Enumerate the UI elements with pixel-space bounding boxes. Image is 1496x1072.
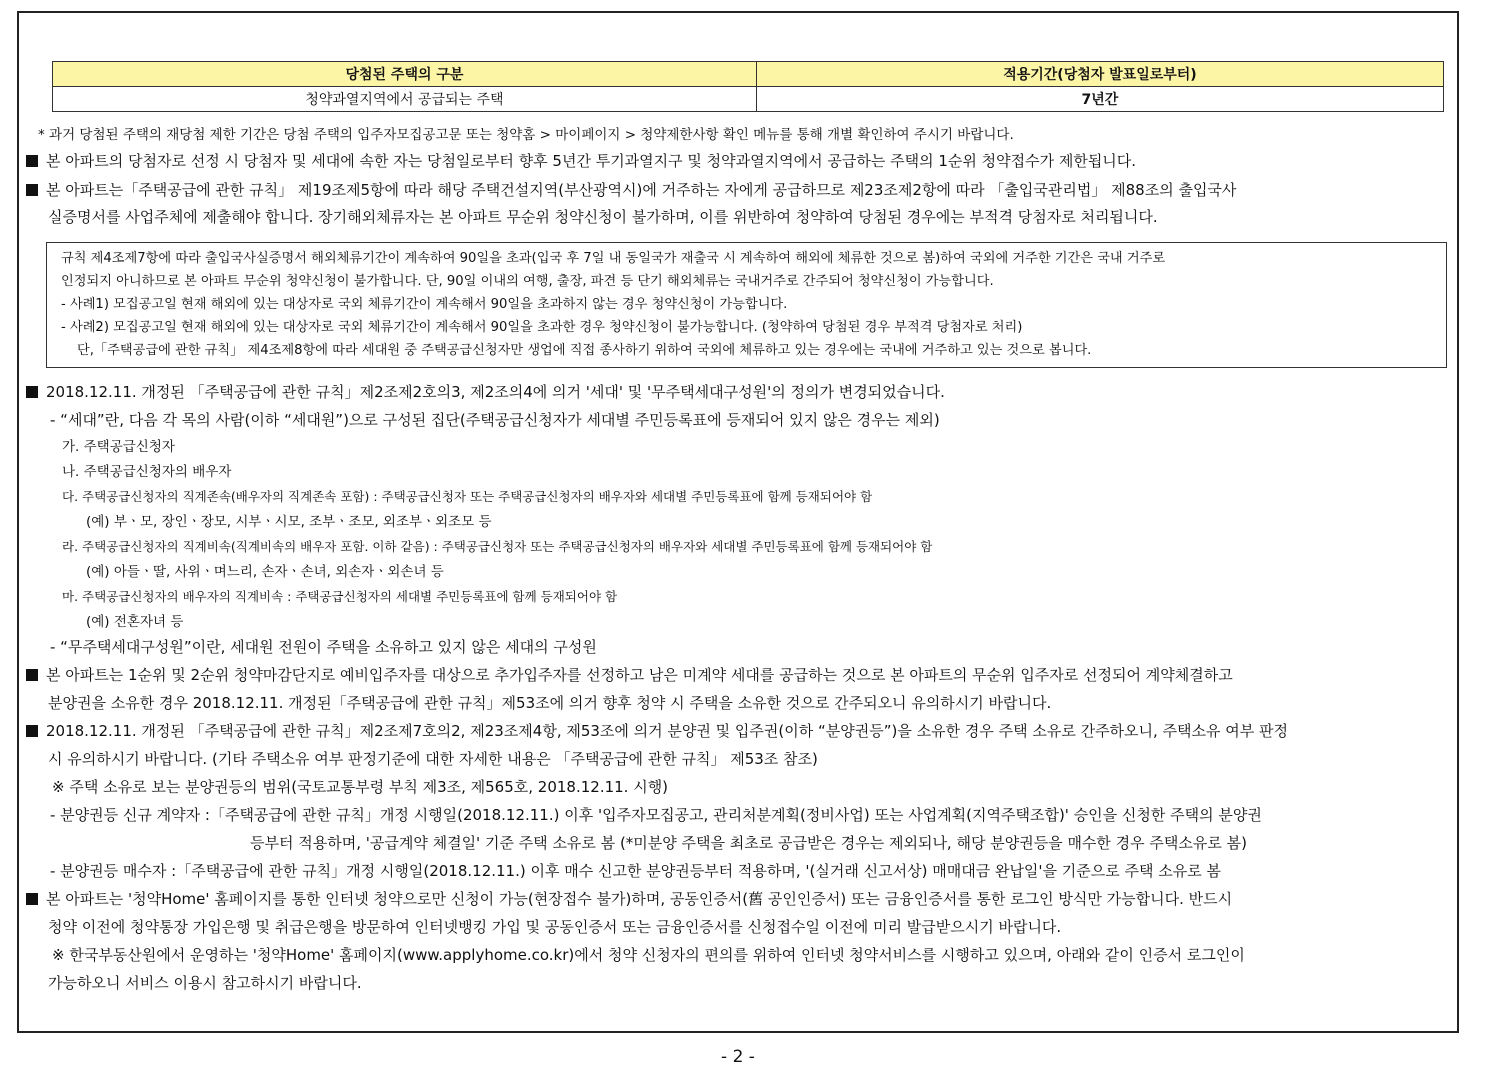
rights-paragraph (26, 665, 1233, 685)
online-paragraph (26, 889, 1232, 909)
note-line: * 과거 당첨된 주택의 재당첨 제한 기간은 당첨 주택의 입주자모집공고문 또는 청약홈 > 마이페이지 > 청약제한사항 확인 메뉴를 통해 개별 확인하여 주시기 바랍니다. (38, 127, 1014, 143)
rights-text: 본 아파트는 1순위 및 2순위 청약마감단지로 예비입주자를 대상으로 추가입주자를 선정하고 남은 미계약 세대를 공급하는 것으로 본 아파트의 무순위 입주자로 선정되어 계약체결하고 (46, 666, 1233, 684)
household-example: (예) 아들ㆍ딸, 사위ㆍ며느리, 손자ㆍ손녀, 외손자ㆍ외손녀 등 (86, 564, 444, 580)
rewin-restriction-table (52, 61, 1444, 112)
box-line: - 사례2) 모집공고일 현재 해외에 있는 대상자로 국외 체류기간이 계속해서 90일을 초과한 경우 청약신청이 불가능합니다. (청약하여 당첨된 경우 부적격 당첨자로 처리) (61, 320, 1023, 335)
table-header-row (53, 62, 1444, 87)
rights-text: 2018.12.11. 개정된 「주택공급에 관한 규칙」제2조제7호의2, 제23조제4항, 제53조에 의거 분양권 및 입주권(이하 “분양권등”)을 소유한 경우 주택 소유로 간주하오니, 주택소유 여부 판정 (46, 722, 1289, 740)
household-example: (예) 전혼자녀 등 (86, 614, 184, 630)
household-item: 마. 주택공급신청자의 배우자의 직계비속 : 주택공급신청자의 세대별 주민등록표에 함께 등재되어야 함 (62, 589, 618, 604)
table-header-cell: 적용기간(당첨자 발표일로부터) (756, 62, 1443, 87)
box-line: 규칙 제4조제7항에 따라 출입국사실증명서 해외체류기간이 계속하여 90일을 초과(입국 후 7일 내 동일국가 재출국 시 계속하여 해외에 체류한 것으로 봄)하여 국외에 거주한 기간은 국내 거주로 (61, 251, 1166, 266)
overseas-stay-notice-box (46, 242, 1447, 368)
household-item: 나. 주택공급신청자의 배우자 (62, 464, 232, 480)
nohome-definition: - “무주택세대구성원”이란, 세대원 전원이 주택을 소유하고 있지 않은 세대의 구성원 (50, 638, 597, 656)
page-number: - 2 - (721, 1047, 755, 1067)
table-cell: 7년간 (756, 87, 1443, 112)
rights-line: ※ 주택 소유로 보는 분양권등의 범위(국토교통부령 부칙 제3조, 제565호, 2018.12.11. 시행) (52, 778, 669, 796)
table-row (53, 87, 1444, 112)
bullet-square-icon (26, 184, 38, 196)
box-line: 단,「주택공급에 관한 규칙」 제4조제8항에 따라 세대원 중 주택공급신청자만 생업에 직접 종사하기 위하여 국외에 체류하고 있는 경우에는 국내에 거주하고 있는 것으로 봅니다. (77, 343, 1092, 358)
bullet-square-icon (26, 725, 38, 737)
box-line: - 사례1) 모집공고일 현재 해외에 있는 대상자로 국외 체류기간이 계속해서 90일을 초과하지 않는 경우 청약신청이 가능합니다. (61, 297, 788, 312)
bullet-square-icon (26, 386, 38, 398)
rights-line: - 분양권등 매수자 :「주택공급에 관한 규칙」개정 시행일(2018.12.11.) 이후 매수 신고한 분양권등부터 적용하며, '(실거래 신고서상) 매매대금 완납일'을 기준으로 주택 소유로 봄 (50, 862, 1222, 880)
bullet-square-icon (26, 155, 38, 167)
bullet-square-icon (26, 893, 38, 905)
online-line: 가능하오니 서비스 이용시 참고하시기 바랍니다. (48, 974, 362, 992)
note-line (26, 151, 1136, 171)
household-definition: - “세대”란, 다음 각 목의 사람(이하 “세대원”)으로 구성된 집단(주택공급신청자가 세대별 주민등록표에 등재되어 있지 않은 경우는 제외) (50, 411, 940, 429)
household-title (26, 382, 945, 402)
note-text: 본 아파트는「주택공급에 관한 규칙」 제19조제5항에 따라 해당 주택건설지역(부산광역시)에 거주하는 자에게 공급하므로 제23조제2항에 따라 「출입국관리법」 제88조의 출입국사 (46, 181, 1237, 199)
note-line (26, 180, 1236, 200)
table-header-cell: 당첨된 주택의 구분 (53, 62, 757, 87)
household-item: 다. 주택공급신청자의 직계존속(배우자의 직계존속 포함) : 주택공급신청자 또는 주택공급신청자의 배우자와 세대별 주민등록표에 함께 등재되어야 함 (62, 489, 873, 504)
household-title-text: 2018.12.11. 개정된 「주택공급에 관한 규칙」제2조제2호의3, 제2조의4에 의거 '세대' 및 '무주택세대구성원'의 정의가 변경되었습니다. (46, 383, 945, 401)
rights-line: 분양권을 소유한 경우 2018.12.11. 개정된「주택공급에 관한 규칙」제53조에 의거 향후 청약 시 주택을 소유한 것으로 간주되오니 유의하시기 바랍니다. (48, 694, 1052, 712)
household-item: 가. 주택공급신청자 (62, 439, 175, 455)
online-line: ※ 한국부동산원에서 운영하는 '청약Home' 홈페이지(www.applyhome.co.kr)에서 청약 신청자의 편의를 위하여 인터넷 청약서비스를 시행하고 있으며, 아래와 같이 인증서 로그인이 (52, 946, 1245, 964)
note-text: 본 아파트의 당첨자로 선정 시 당첨자 및 세대에 속한 자는 당첨일로부터 향후 5년간 투기과열지구 및 청약과열지역에서 공급하는 주택의 1순위 청약접수가 제한됩니다. (46, 152, 1137, 170)
online-text: 본 아파트는 '청약Home' 홈페이지를 통한 인터넷 청약으로만 신청이 가능(현장접수 불가)하며, 공동인증서(舊 공인인증서) 또는 금융인증서를 통한 로그인 방식만 가능합니다. 반드시 (46, 890, 1233, 908)
household-example: (예) 부ㆍ모, 장인ㆍ장모, 시부ㆍ시모, 조부ㆍ조모, 외조부ㆍ외조모 등 (86, 514, 492, 530)
bullet-square-icon (26, 669, 38, 681)
rights-line: 시 유의하시기 바랍니다. (기타 주택소유 여부 판정기준에 대한 자세한 내용은 「주택공급에 관한 규칙」 제53조 참조) (48, 750, 818, 768)
online-line: 청약 이전에 청약통장 가입은행 및 취급은행을 방문하여 인터넷뱅킹 가입 및 공동인증서 또는 금융인증서를 신청접수일 이전에 미리 발급받으시기 바랍니다. (48, 918, 1062, 936)
box-line: 인정되지 아니하므로 본 아파트 무순위 청약신청이 불가합니다. 단, 90일 이내의 여행, 출장, 파견 등 단기 해외체류는 국내거주로 간주되어 청약신청이 가능합니다. (61, 274, 994, 289)
table-cell: 청약과열지역에서 공급되는 주택 (53, 87, 757, 112)
rights-line: - 분양권등 신규 계약자 :「주택공급에 관한 규칙」개정 시행일(2018.12.11.) 이후 '입주자모집공고, 관리처분계획(정비사업) 또는 사업계획(지역주택조합)' 승인을 신청한 주택의 분양권 (50, 806, 1262, 824)
rights-paragraph (26, 721, 1288, 741)
household-item: 라. 주택공급신청자의 직계비속(직계비속의 배우자 포함. 이하 같음) : 주택공급신청자 또는 주택공급신청자의 배우자와 세대별 주민등록표에 함께 등재되어야 함 (62, 539, 933, 554)
rights-line: 등부터 적용하며, '공급계약 체결일' 기준 주택 소유로 봄 (*미분양 주택을 최초로 공급받은 경우는 제외되나, 해당 분양권등을 매수한 경우 주택소유로 봄) (250, 834, 1247, 852)
note-line: 실증명서를 사업주체에 제출해야 합니다. 장기해외체류자는 본 아파트 무순위 청약신청이 불가하며, 이를 위반하여 청약하여 당첨된 경우에는 부적격 당첨자로 처리됩니다. (48, 208, 1158, 226)
